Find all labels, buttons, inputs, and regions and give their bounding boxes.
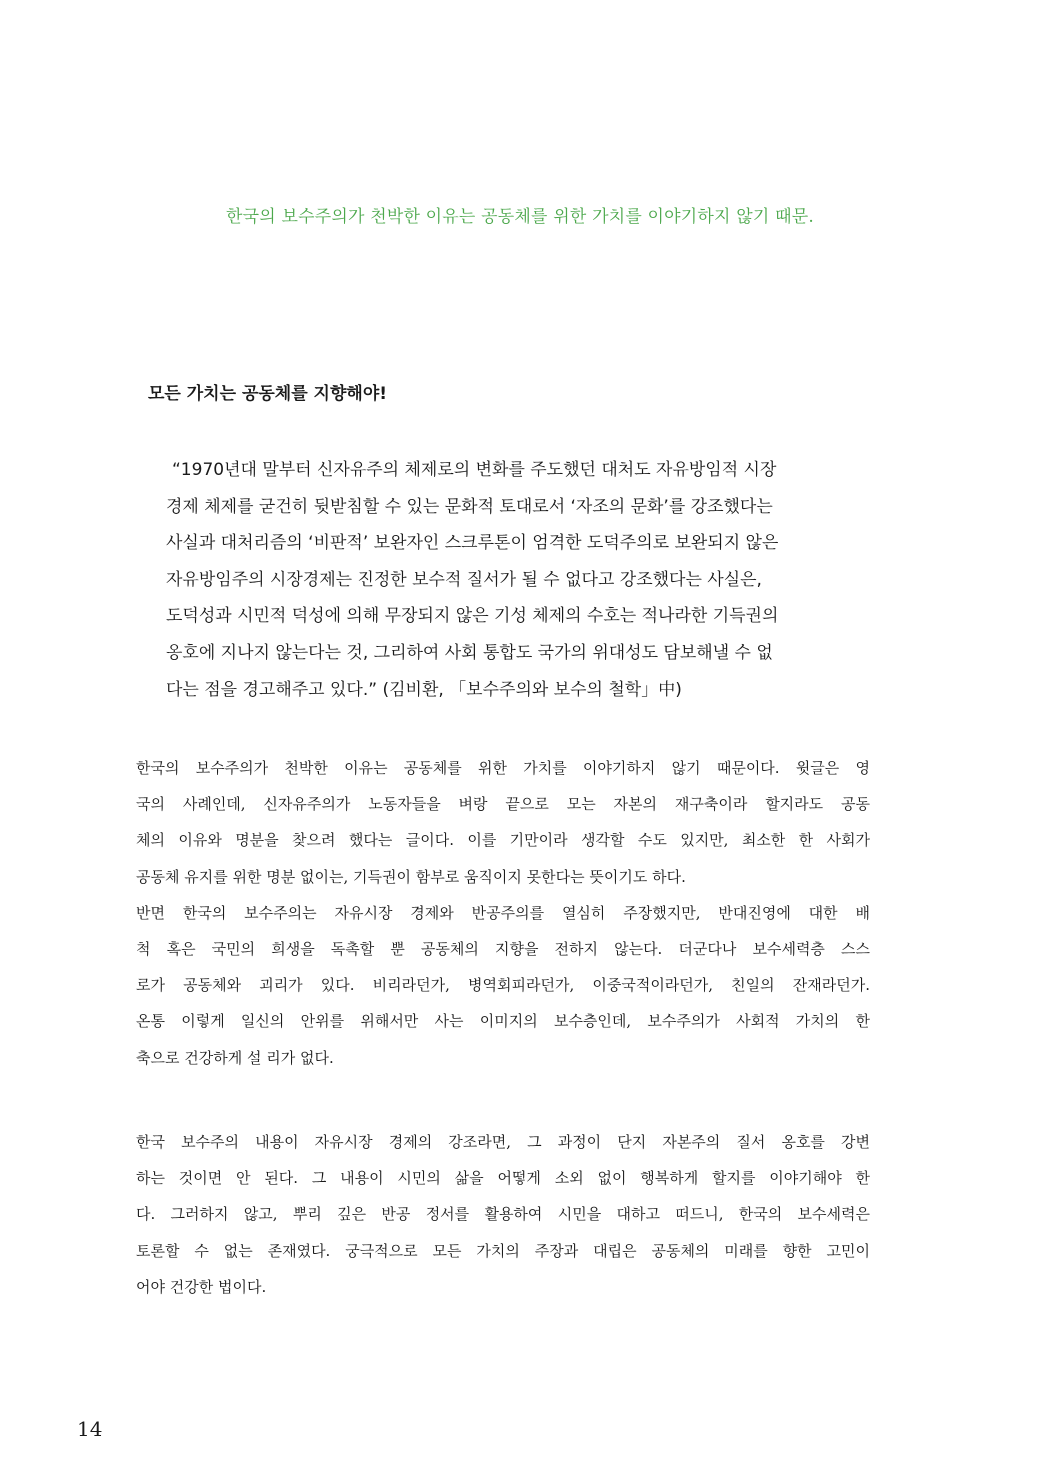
body-line: 다. 그러하지 않고, 뿌리 깊은 반공 정서를 활용하여 시민을 대하고 떠드니, 한국의 보수세력은 <box>136 1205 870 1224</box>
pull-quote: 한국의 보수주의가 천박한 이유는 공동체를 위한 가치를 이야기하지 않기 때문. <box>226 207 814 227</box>
body-paragraph-1 <box>136 750 870 1076</box>
body-line: 축으로 건강하게 설 리가 없다. <box>136 1048 334 1067</box>
section-heading: 모든 가치는 공동체를 지향해야! <box>148 384 387 404</box>
quote-line: 경제 체제를 굳건히 뒷받침할 수 있는 문화적 토대로서 ‘자조의 문화’를 강조했다는 <box>166 496 773 517</box>
body-line: 어야 건강한 법이다. <box>136 1277 267 1296</box>
body-line: 체의 이유와 명분을 찾으려 했다는 글이다. 이를 기만이라 생각할 수도 있지만, 최소한 한 사회가 <box>136 831 870 850</box>
body-line: 공동체 유지를 위한 명분 없이는, 기득권이 함부로 움직이지 못한다는 뜻이기도 하다. <box>136 867 686 886</box>
body-line: 토론할 수 없는 존재였다. 궁극적으로 모든 가치의 주장과 대립은 공동체의 미래를 향한 고민이 <box>136 1241 870 1260</box>
quote-line: 옹호에 지나지 않는다는 것, 그리하여 사회 통합도 국가의 위대성도 담보해낼 수 없 <box>166 642 773 663</box>
quote-line: 자유방임주의 시장경제는 진정한 보수적 질서가 될 수 없다고 강조했다는 사실은, <box>166 569 762 590</box>
body-line: 온통 이렇게 일신의 안위를 위해서만 사는 이미지의 보수층인데, 보수주의가 사회적 가치의 한 <box>136 1012 870 1031</box>
body-paragraph-2 <box>136 1124 870 1305</box>
quote-line: “1970년대 말부터 신자유주의 체제로의 변화를 주도했던 대처도 자유방임적 시장 <box>172 460 777 480</box>
body-line: 한국의 보수주의가 천박한 이유는 공동체를 위한 가치를 이야기하지 않기 때문이다. 윗글은 영 <box>136 759 870 777</box>
quote-block <box>166 452 856 708</box>
quote-line: 사실과 대처리즘의 ‘비판적’ 보완자인 스크루톤이 엄격한 도덕주의로 보완되지 않은 <box>166 533 779 554</box>
body-line: 로가 공동체와 괴리가 있다. 비리라던가, 병역회피라던가, 이중국적이라던가, 친일의 잔재라던가. <box>136 976 870 995</box>
body-line: 한국 보수주의 내용이 자유시장 경제의 강조라면, 그 과정이 단지 자본주의 질서 옹호를 강변 <box>136 1133 870 1151</box>
quote-line: 다는 점을 경고해주고 있다.” (김비환, 「보수주의와 보수의 철학」中) <box>166 679 682 700</box>
body-line: 하는 것이면 안 된다. 그 내용이 시민의 삶을 어떻게 소외 없이 행복하게 할지를 이야기해야 한 <box>136 1169 870 1188</box>
body-line: 척 혹은 국민의 희생을 독촉할 뿐 공동체의 지향을 전하지 않는다. 더군다나 보수세력층 스스 <box>136 940 870 959</box>
body-line: 반면 한국의 보수주의는 자유시장 경제와 반공주의를 열심히 주장했지만, 반대진영에 대한 배 <box>136 903 870 922</box>
page-number: 14 <box>77 1417 103 1441</box>
quote-line: 도덕성과 시민적 덕성에 의해 무장되지 않은 기성 체제의 수호는 적나라한 기득권의 <box>166 606 779 627</box>
body-line: 국의 사례인데, 신자유주의가 노동자들을 벼랑 끝으로 모는 자본의 재구축이라 할지라도 공동 <box>136 795 870 814</box>
